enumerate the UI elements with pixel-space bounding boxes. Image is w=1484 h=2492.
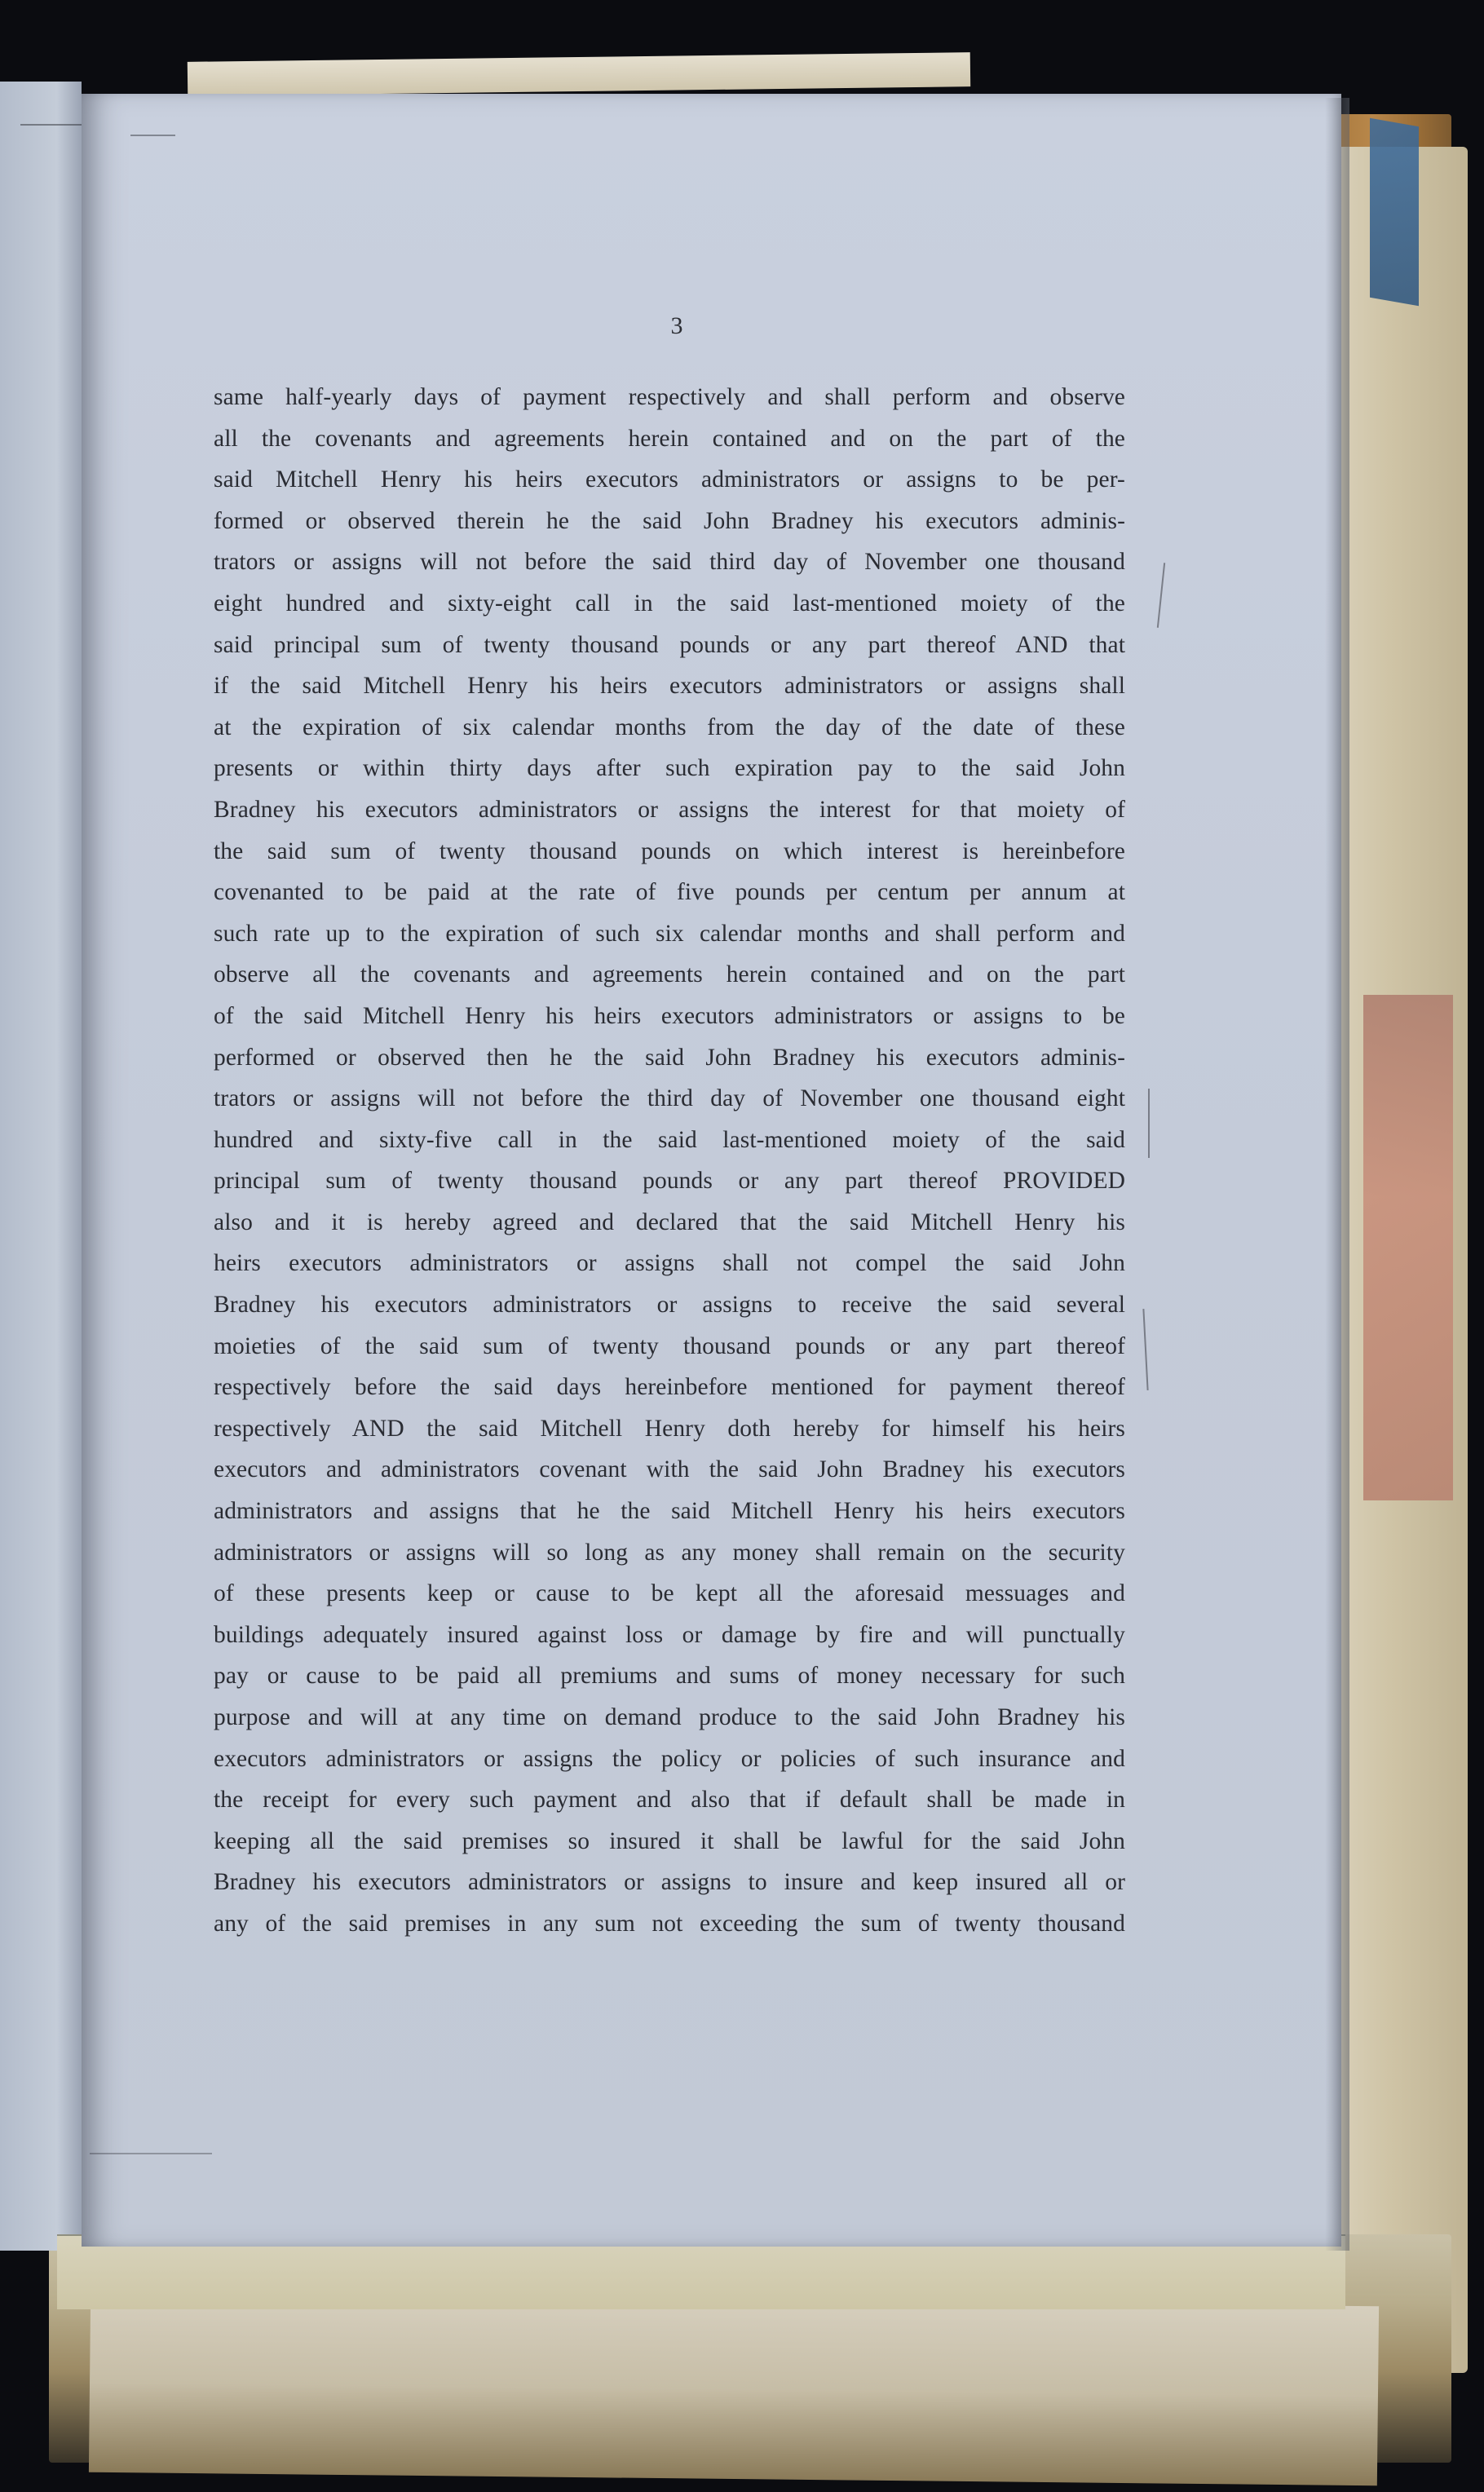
text-line: any of the said premises in any sum not exceeding the sum of twenty thousand (214, 1910, 1125, 1937)
text-line: eight hundred and sixty-eight call in the said last-mentioned moiety of the (214, 590, 1125, 616)
text-line: administrators or assigns will so long as any money shall remain on the security (214, 1539, 1125, 1566)
margin-dash (20, 124, 82, 126)
previous-page (0, 82, 82, 2251)
text-line: moieties of the said sum of twenty thousand pounds or any part thereof (214, 1332, 1125, 1359)
text-line: presents or within thirty days after such expiration pay to the said John (214, 755, 1125, 782)
text-line: performed or observed then he the said John Bradney his executors adminis- (214, 1044, 1125, 1071)
text-line: all the covenants and agreements herein contained and on the part of the (214, 425, 1125, 452)
text-line: hundred and sixty-five call in the said last-mentioned moiety of the said (214, 1126, 1125, 1153)
page-number: 3 (670, 312, 683, 339)
text-line: also and it is hereby agreed and declared that the said Mitchell Henry his (214, 1208, 1125, 1235)
text-line: executors and administrators covenant with the said John Bradney his executors (214, 1456, 1125, 1483)
text-line: pay or cause to be paid all premiums and sums of money necessary for such (214, 1663, 1125, 1690)
text-line: observe all the covenants and agreements herein contained and on the part (214, 961, 1125, 988)
text-line: the receipt for every such payment and also that if default shall be made in (214, 1787, 1125, 1814)
text-line: keeping all the said premises so insured it shall be lawful for the said John (214, 1827, 1125, 1854)
text-line: principal sum of twenty thousand pounds or any part thereof PROVIDED (214, 1168, 1125, 1195)
top-paper-curl (188, 52, 970, 96)
document-body (214, 377, 1125, 1945)
text-line: buildings adequately insured against loss or damage by fire and will punctually (214, 1621, 1125, 1648)
bottom-paper-stack-lower (89, 2293, 1379, 2486)
margin-dash (90, 2153, 212, 2154)
text-line: respectively before the said days hereinbefore mentioned for payment thereof (214, 1374, 1125, 1401)
text-line: covenanted to be paid at the rate of five pounds per centum per annum at (214, 879, 1125, 906)
text-line: the said sum of twenty thousand pounds on which interest is hereinbefore (214, 837, 1125, 864)
text-line: Bradney his executors administrators or assigns to receive the said several (214, 1292, 1125, 1319)
text-line: such rate up to the expiration of such six calendar months and shall perform and (214, 920, 1125, 947)
text-line: said principal sum of twenty thousand pounds or any part thereof AND that (214, 631, 1125, 658)
text-line: administrators and assigns that he the said Mitchell Henry his heirs executors (214, 1498, 1125, 1525)
text-line: trators or assigns will not before the said third day of November one thousand (214, 549, 1125, 576)
text-line: trators or assigns will not before the third day of November one thousand eight (214, 1085, 1125, 1112)
text-line: if the said Mitchell Henry his heirs executors administrators or assigns shall (214, 673, 1125, 700)
pink-slip (1363, 995, 1453, 1500)
blue-tab (1370, 118, 1419, 307)
text-line: same half-yearly days of payment respectively and shall perform and observe (214, 384, 1125, 410)
text-line: executors administrators or assigns the policy or policies of such insurance and (214, 1745, 1125, 1772)
text-line: of these presents keep or cause to be kept all the aforesaid messuages and (214, 1580, 1125, 1607)
text-line: heirs executors administrators or assigns shall not compel the said John (214, 1250, 1125, 1277)
text-line: formed or observed therein he the said John Bradney his executors adminis- (214, 507, 1125, 534)
text-line: said Mitchell Henry his heirs executors administrators or assigns to be per- (214, 466, 1125, 493)
text-line: Bradney his executors administrators or assigns to insure and keep insured all or (214, 1869, 1125, 1896)
text-line: Bradney his executors administrators or assigns the interest for that moiety of (214, 796, 1125, 823)
text-line: at the expiration of six calendar months from the day of the date of these (214, 714, 1125, 740)
margin-pencil-mark (1148, 1089, 1150, 1158)
text-line: purpose and will at any time on demand produce to the said John Bradney his (214, 1704, 1125, 1730)
page-edge-shadow (1325, 98, 1349, 2251)
margin-dash (130, 135, 175, 136)
text-line: of the said Mitchell Henry his heirs executors administrators or assigns to be (214, 1002, 1125, 1029)
text-line: respectively AND the said Mitchell Henry doth hereby for himself his heirs (214, 1415, 1125, 1442)
